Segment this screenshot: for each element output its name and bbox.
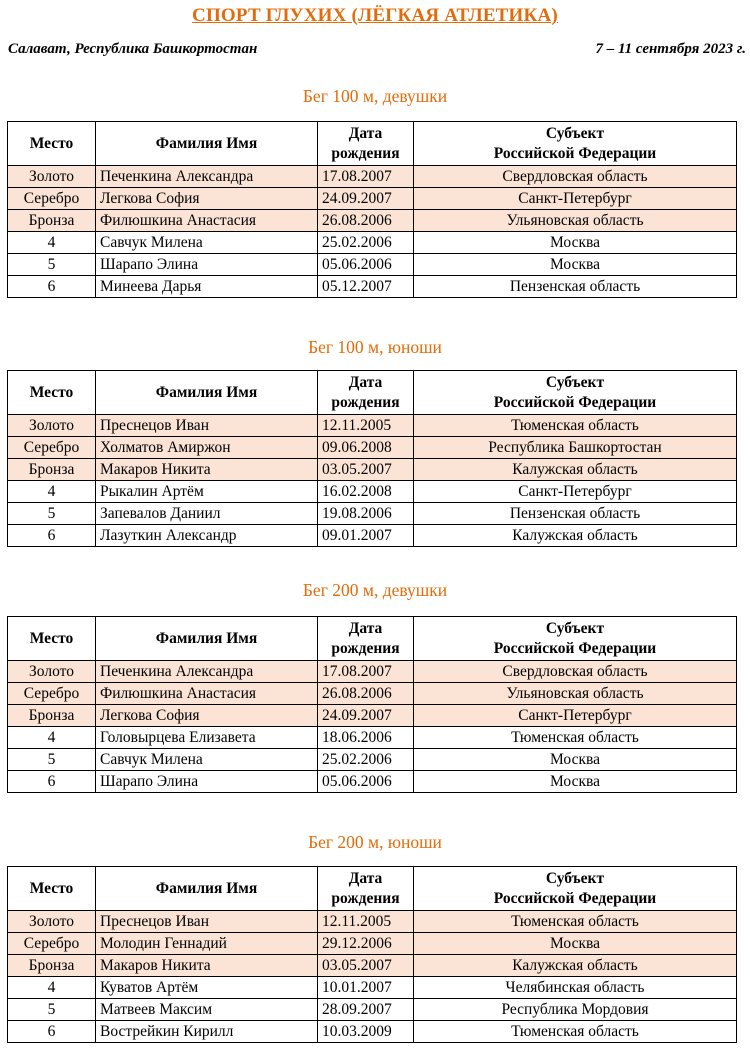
header-birth-date bbox=[318, 617, 414, 661]
region-cell: Москва bbox=[414, 771, 737, 793]
birth-date-cell: 17.08.2007 bbox=[318, 166, 414, 188]
birth-date-cell: 24.09.2007 bbox=[318, 705, 414, 727]
header-name bbox=[96, 371, 318, 415]
athlete-name-cell: Куватов Артём bbox=[96, 977, 318, 999]
table-row bbox=[8, 977, 737, 999]
region-cell: Москва bbox=[414, 254, 737, 276]
athlete-name-cell: Минеева Дарья bbox=[96, 276, 318, 298]
birth-date-cell: 09.06.2008 bbox=[318, 437, 414, 459]
header-birth-date bbox=[318, 122, 414, 166]
table-row bbox=[8, 166, 737, 188]
birth-date-cell: 03.05.2007 bbox=[318, 459, 414, 481]
results-table bbox=[7, 616, 737, 793]
header-birth-date-text: Дата bbox=[348, 124, 383, 142]
birth-date-cell: 19.08.2006 bbox=[318, 503, 414, 525]
document-title: СПОРТ ГЛУХИХ (ЛЁГКАЯ АТЛЕТИКА) bbox=[192, 5, 558, 26]
region-cell: Тюменская область bbox=[414, 1021, 737, 1043]
header-region bbox=[414, 371, 737, 415]
region-cell: Ульяновская область bbox=[414, 683, 737, 705]
table-header-row bbox=[8, 371, 737, 415]
region-cell: Тюменская область bbox=[414, 727, 737, 749]
athlete-name-cell: Преснецов Иван bbox=[96, 415, 318, 437]
event-title: Бег 100 м, юноши bbox=[308, 337, 442, 357]
table-row bbox=[8, 661, 737, 683]
place-cell: Бронза bbox=[8, 459, 96, 481]
birth-date-cell: 26.08.2006 bbox=[318, 683, 414, 705]
place-cell: 6 bbox=[8, 771, 96, 793]
place-cell: Серебро bbox=[8, 933, 96, 955]
athlete-name-cell: Рыкалин Артём bbox=[96, 481, 318, 503]
event-title: Бег 100 м, девушки bbox=[302, 86, 448, 106]
place-cell: 6 bbox=[8, 1021, 96, 1043]
table-row bbox=[8, 276, 737, 298]
region-cell: Ульяновская область bbox=[414, 210, 737, 232]
header-name-text: Фамилия Имя bbox=[155, 383, 258, 401]
athlete-name-cell: Легкова София bbox=[96, 188, 318, 210]
athlete-name-cell: Филюшкина Анастасия bbox=[96, 683, 318, 705]
place-cell: Серебро bbox=[8, 683, 96, 705]
region-cell: Тюменская область bbox=[414, 911, 737, 933]
athlete-name-cell: Филюшкина Анастасия bbox=[96, 210, 318, 232]
place-cell: 4 bbox=[8, 232, 96, 254]
birth-date-cell: 05.06.2006 bbox=[318, 254, 414, 276]
table-row bbox=[8, 727, 737, 749]
place-cell: 6 bbox=[8, 276, 96, 298]
header-birth-date bbox=[318, 867, 414, 911]
place-cell: 5 bbox=[8, 254, 96, 276]
table-row bbox=[8, 705, 737, 727]
region-cell: Пензенская область bbox=[414, 503, 737, 525]
birth-date-cell: 05.12.2007 bbox=[318, 276, 414, 298]
header-region-text: Российской Федерации bbox=[493, 889, 657, 907]
birth-date-cell: 18.06.2006 bbox=[318, 727, 414, 749]
athlete-name-cell: Макаров Никита bbox=[96, 459, 318, 481]
region-cell: Свердловская область bbox=[414, 661, 737, 683]
region-cell: Калужская область bbox=[414, 525, 737, 547]
athlete-name-cell: Лазуткин Александр bbox=[96, 525, 318, 547]
place-cell: Золото bbox=[8, 415, 96, 437]
table-header-row bbox=[8, 122, 737, 166]
region-cell: Калужская область bbox=[414, 955, 737, 977]
place-cell: 4 bbox=[8, 727, 96, 749]
event-title: Бег 200 м, юноши bbox=[308, 832, 442, 852]
header-place-text: Место bbox=[29, 629, 74, 647]
place-cell: Серебро bbox=[8, 188, 96, 210]
table-row bbox=[8, 955, 737, 977]
header-name bbox=[96, 122, 318, 166]
event-location: Салават, Республика Башкортостан bbox=[8, 41, 258, 57]
birth-date-cell: 10.01.2007 bbox=[318, 977, 414, 999]
header-region bbox=[414, 867, 737, 911]
place-cell: Золото bbox=[8, 166, 96, 188]
place-cell: Бронза bbox=[8, 210, 96, 232]
place-cell: 5 bbox=[8, 999, 96, 1021]
event-title: Бег 200 м, девушки bbox=[302, 580, 448, 600]
table-row bbox=[8, 683, 737, 705]
header-name-text: Фамилия Имя bbox=[155, 879, 258, 897]
athlete-name-cell: Савчук Милена bbox=[96, 232, 318, 254]
results-table bbox=[7, 866, 737, 1043]
athlete-name-cell: Вострейкин Кирилл bbox=[96, 1021, 318, 1043]
region-cell: Москва bbox=[414, 933, 737, 955]
header-birth-date-text: рождения bbox=[331, 889, 400, 907]
header-region-text: Российской Федерации bbox=[493, 144, 657, 162]
header-birth-date-text: рождения bbox=[331, 393, 400, 411]
region-cell: Пензенская область bbox=[414, 276, 737, 298]
header-region-text: Субъект bbox=[545, 124, 605, 142]
athlete-name-cell: Шарапо Элина bbox=[96, 771, 318, 793]
place-cell: 5 bbox=[8, 503, 96, 525]
header-name bbox=[96, 867, 318, 911]
region-cell: Москва bbox=[414, 232, 737, 254]
header-place bbox=[8, 617, 96, 661]
athlete-name-cell: Печенкина Александра bbox=[96, 166, 318, 188]
header-place-text: Место bbox=[29, 383, 74, 401]
birth-date-cell: 25.02.2006 bbox=[318, 232, 414, 254]
header-place-text: Место bbox=[29, 134, 74, 152]
place-cell: 6 bbox=[8, 525, 96, 547]
athlete-name-cell: Макаров Никита bbox=[96, 955, 318, 977]
table-header-row bbox=[8, 617, 737, 661]
results-table bbox=[7, 370, 737, 547]
table-row bbox=[8, 933, 737, 955]
athlete-name-cell: Холматов Амиржон bbox=[96, 437, 318, 459]
birth-date-cell: 28.09.2007 bbox=[318, 999, 414, 1021]
table-row bbox=[8, 1021, 737, 1043]
place-cell: 5 bbox=[8, 749, 96, 771]
table-row bbox=[8, 437, 737, 459]
athlete-name-cell: Шарапо Элина bbox=[96, 254, 318, 276]
birth-date-cell: 29.12.2006 bbox=[318, 933, 414, 955]
birth-date-cell: 25.02.2006 bbox=[318, 749, 414, 771]
place-cell: Бронза bbox=[8, 705, 96, 727]
place-cell: 4 bbox=[8, 481, 96, 503]
header-birth-date-text: Дата bbox=[348, 619, 383, 637]
table-row bbox=[8, 771, 737, 793]
header-birth-date-text: Дата bbox=[348, 869, 383, 887]
header-place bbox=[8, 867, 96, 911]
header-region-text: Российской Федерации bbox=[493, 639, 657, 657]
table-row bbox=[8, 911, 737, 933]
table-row bbox=[8, 749, 737, 771]
region-cell: Москва bbox=[414, 749, 737, 771]
region-cell: Санкт-Петербург bbox=[414, 188, 737, 210]
header-region-text: Субъект bbox=[545, 373, 605, 391]
birth-date-cell: 09.01.2007 bbox=[318, 525, 414, 547]
table-row bbox=[8, 503, 737, 525]
athlete-name-cell: Молодин Геннадий bbox=[96, 933, 318, 955]
athlete-name-cell: Савчук Милена bbox=[96, 749, 318, 771]
header-region-text: Российской Федерации bbox=[493, 393, 657, 411]
region-cell: Республика Башкортостан bbox=[414, 437, 737, 459]
header-region-text: Субъект bbox=[545, 869, 605, 887]
event-dates: 7 – 11 сентября 2023 г. bbox=[595, 41, 746, 57]
results-table bbox=[7, 121, 737, 298]
birth-date-cell: 03.05.2007 bbox=[318, 955, 414, 977]
header-region bbox=[414, 617, 737, 661]
place-cell: Золото bbox=[8, 911, 96, 933]
place-cell: Бронза bbox=[8, 955, 96, 977]
header-place bbox=[8, 122, 96, 166]
table-row bbox=[8, 254, 737, 276]
region-cell: Тюменская область bbox=[414, 415, 737, 437]
table-row bbox=[8, 415, 737, 437]
table-row bbox=[8, 481, 737, 503]
place-cell: Серебро bbox=[8, 437, 96, 459]
header-place bbox=[8, 371, 96, 415]
table-row bbox=[8, 188, 737, 210]
region-cell: Санкт-Петербург bbox=[414, 481, 737, 503]
birth-date-cell: 17.08.2007 bbox=[318, 661, 414, 683]
birth-date-cell: 12.11.2005 bbox=[318, 415, 414, 437]
birth-date-cell: 10.03.2009 bbox=[318, 1021, 414, 1043]
header-name-text: Фамилия Имя bbox=[155, 629, 258, 647]
table-row bbox=[8, 999, 737, 1021]
region-cell: Калужская область bbox=[414, 459, 737, 481]
birth-date-cell: 12.11.2005 bbox=[318, 911, 414, 933]
table-row bbox=[8, 232, 737, 254]
header-name bbox=[96, 617, 318, 661]
birth-date-cell: 24.09.2007 bbox=[318, 188, 414, 210]
header-region-text: Субъект bbox=[545, 619, 605, 637]
header-place-text: Место bbox=[29, 879, 74, 897]
header-birth-date-text: рождения bbox=[331, 639, 400, 657]
athlete-name-cell: Легкова София bbox=[96, 705, 318, 727]
athlete-name-cell: Головырцева Елизавета bbox=[96, 727, 318, 749]
header-birth-date-text: Дата bbox=[348, 373, 383, 391]
athlete-name-cell: Преснецов Иван bbox=[96, 911, 318, 933]
region-cell: Санкт-Петербург bbox=[414, 705, 737, 727]
athlete-name-cell: Матвеев Максим bbox=[96, 999, 318, 1021]
table-row bbox=[8, 525, 737, 547]
athlete-name-cell: Запевалов Даниил bbox=[96, 503, 318, 525]
header-birth-date bbox=[318, 371, 414, 415]
header-region bbox=[414, 122, 737, 166]
birth-date-cell: 16.02.2008 bbox=[318, 481, 414, 503]
header-name-text: Фамилия Имя bbox=[155, 134, 258, 152]
region-cell: Челябинская область bbox=[414, 977, 737, 999]
table-row bbox=[8, 210, 737, 232]
athlete-name-cell: Печенкина Александра bbox=[96, 661, 318, 683]
birth-date-cell: 05.06.2006 bbox=[318, 771, 414, 793]
place-cell: Золото bbox=[8, 661, 96, 683]
region-cell: Свердловская область bbox=[414, 166, 737, 188]
header-birth-date-text: рождения bbox=[331, 144, 400, 162]
table-header-row bbox=[8, 867, 737, 911]
table-row bbox=[8, 459, 737, 481]
birth-date-cell: 26.08.2006 bbox=[318, 210, 414, 232]
region-cell: Республика Мордовия bbox=[414, 999, 737, 1021]
place-cell: 4 bbox=[8, 977, 96, 999]
